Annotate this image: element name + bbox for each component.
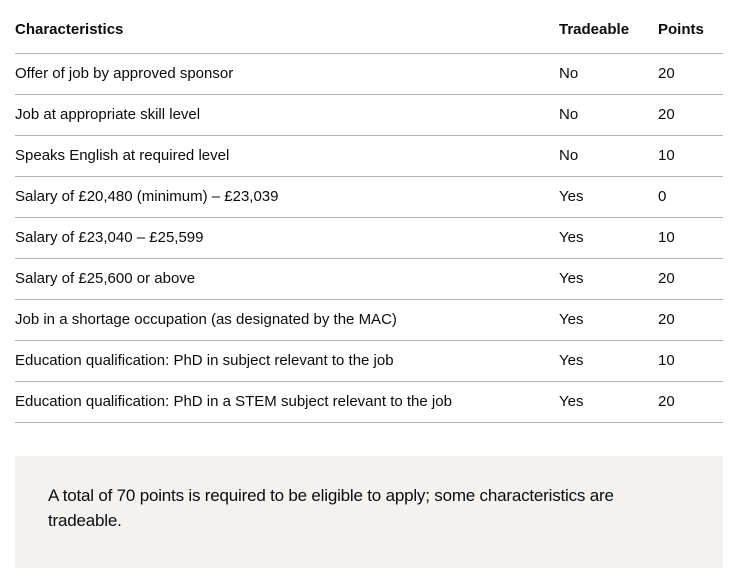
table-row (15, 382, 723, 423)
table-row (15, 54, 723, 95)
cell-tradeable: Yes (559, 259, 658, 300)
cell-points: 20 (658, 300, 723, 341)
cell-tradeable: Yes (559, 177, 658, 218)
cell-characteristic: Job in a shortage occupation (as designated by the MAC) (15, 300, 559, 341)
cell-tradeable: Yes (559, 382, 658, 423)
column-header-tradeable: Tradeable (559, 17, 658, 54)
table-row (15, 136, 723, 177)
cell-tradeable: No (559, 136, 658, 177)
cell-tradeable: No (559, 95, 658, 136)
cell-characteristic: Education qualification: PhD in subject relevant to the job (15, 341, 559, 382)
cell-points: 20 (658, 54, 723, 95)
eligibility-note-box (15, 456, 723, 568)
cell-characteristic: Salary of £25,600 or above (15, 259, 559, 300)
cell-characteristic: Salary of £20,480 (minimum) – £23,039 (15, 177, 559, 218)
column-header-points: Points (658, 17, 723, 54)
cell-characteristic: Offer of job by approved sponsor (15, 54, 559, 95)
cell-points: 0 (658, 177, 723, 218)
cell-points: 10 (658, 136, 723, 177)
cell-characteristic: Speaks English at required level (15, 136, 559, 177)
table-row (15, 341, 723, 382)
eligibility-note-text: A total of 70 points is required to be eligible to apply; some characteristics are tradeable. (48, 486, 614, 530)
table-row (15, 300, 723, 341)
cell-points: 20 (658, 259, 723, 300)
cell-points: 10 (658, 341, 723, 382)
cell-tradeable: Yes (559, 341, 658, 382)
table-header-row (15, 17, 723, 54)
cell-characteristic: Education qualification: PhD in a STEM subject relevant to the job (15, 382, 559, 423)
table-body (15, 54, 723, 423)
table-head (15, 17, 723, 54)
cell-points: 20 (658, 95, 723, 136)
characteristics-points-table (15, 17, 723, 423)
cell-tradeable: Yes (559, 218, 658, 259)
cell-points: 10 (658, 218, 723, 259)
cell-tradeable: Yes (559, 300, 658, 341)
table-row (15, 218, 723, 259)
cell-characteristic: Job at appropriate skill level (15, 95, 559, 136)
cell-characteristic: Salary of £23,040 – £25,599 (15, 218, 559, 259)
column-header-characteristics: Characteristics (15, 17, 559, 54)
table-row (15, 177, 723, 218)
table-row (15, 259, 723, 300)
table-row (15, 95, 723, 136)
cell-tradeable: No (559, 54, 658, 95)
cell-points: 20 (658, 382, 723, 423)
